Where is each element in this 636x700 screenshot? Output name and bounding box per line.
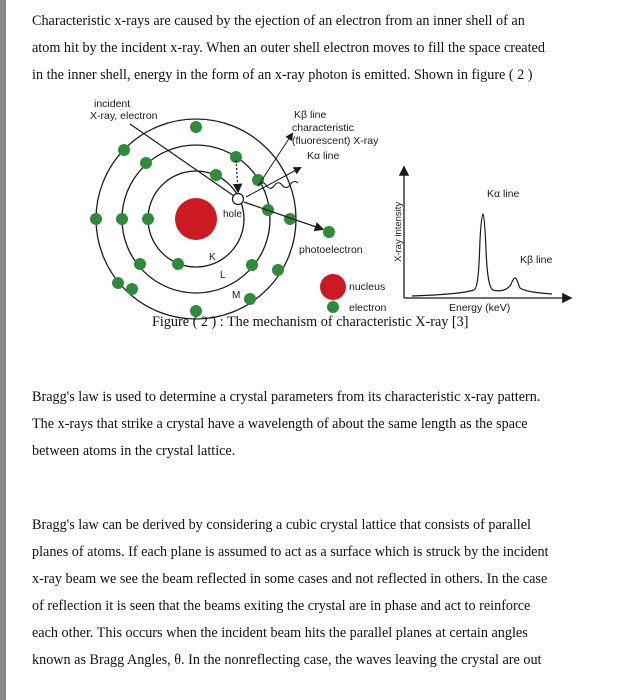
- electron-k: [210, 169, 222, 181]
- hole-vacancy: [233, 194, 244, 205]
- electron-m: [244, 293, 256, 305]
- legend-nucleus-label: nucleus: [349, 281, 386, 293]
- electron-m: [112, 277, 124, 289]
- text-line: Bragg's law can be derived by considering a cubic crystal lattice that consists of parallel: [32, 517, 531, 533]
- label-incident: incident: [94, 98, 131, 110]
- electron-m: [90, 213, 102, 225]
- label-kbeta: Kβ line: [294, 109, 327, 121]
- figure-caption: Figure ( 2 ) : The mechanism of characteristic X-ray [3]: [152, 314, 469, 330]
- paragraph-braggs-law-derivation: [32, 512, 622, 674]
- nucleus: [175, 198, 217, 240]
- electron-k: [142, 213, 154, 225]
- label-fluorescent: (fluorescent) X-ray: [292, 135, 379, 147]
- spectrum-plot: [393, 168, 570, 314]
- text-line: between atoms in the crystal lattice.: [32, 443, 236, 459]
- electron-m: [118, 144, 130, 156]
- text-line: The x-rays that strike a crystal have a wavelength of about the same length as the space: [32, 416, 528, 432]
- label-photoelectron: photoelectron: [299, 244, 363, 256]
- electron-k: [172, 258, 184, 270]
- spectrum-y-label: X-ray intensity: [393, 201, 404, 262]
- label-hole: hole: [223, 209, 242, 220]
- text-line: in the inner shell, energy in the form of an x-ray photon is emitted. Shown in figure ( 2 ): [32, 67, 533, 83]
- photoelectron-path: [244, 202, 322, 229]
- paragraph-braggs-law-intro: [32, 384, 622, 465]
- photoelectron-dot: [323, 226, 335, 238]
- legend-nucleus-swatch: [320, 274, 346, 300]
- text-line: Bragg's law is used to determine a crystal parameters from its characteristic x-ray pattern.: [32, 389, 541, 405]
- transition-arrow: [236, 160, 238, 191]
- text-line: of reflection it is seen that the beams exiting the crystal are in phase and act to reinforce: [32, 598, 531, 614]
- text-line: known as Bragg Angles, θ. In the nonreflecting case, the waves leaving the crystal are out: [32, 652, 542, 668]
- electron-m: [272, 264, 284, 276]
- label-shell-l: L: [220, 270, 226, 281]
- electron-l: [116, 213, 128, 225]
- spectrum-kalpha-label: Kα line: [487, 188, 520, 200]
- text-line: atom hit by the incident x-ray. When an outer shell electron moves to fill the space created: [32, 40, 545, 56]
- label-shell-k: K: [209, 252, 216, 263]
- electron-l: [134, 258, 146, 270]
- electron-l: [246, 259, 258, 271]
- text-line: Characteristic x-rays are caused by the ejection of an electron from an inner shell of an: [32, 13, 525, 29]
- text-line: planes of atoms. If each plane is assumed to act as a surface which is struck by the incident: [32, 544, 549, 560]
- label-incident-type: X-ray, electron: [90, 110, 158, 122]
- label-kalpha: Kα line: [307, 150, 340, 162]
- spectrum-kbeta-label: Kβ line: [520, 254, 553, 266]
- electron-m: [126, 283, 138, 295]
- electron-m: [190, 121, 202, 133]
- label-characteristic: characteristic: [292, 122, 354, 134]
- legend-electron-swatch: [327, 301, 339, 313]
- text-line: x-ray beam we see the beam reflected in some cases and not reflected in others. In the case: [32, 571, 548, 587]
- legend-electron-label: electron: [349, 302, 387, 314]
- label-shell-m: M: [232, 290, 241, 301]
- electron-l: [140, 157, 152, 169]
- spectrum-x-label: Energy (keV): [449, 302, 511, 314]
- text-line: each other. This occurs when the incident beam hits the parallel planes at certain angles: [32, 625, 528, 641]
